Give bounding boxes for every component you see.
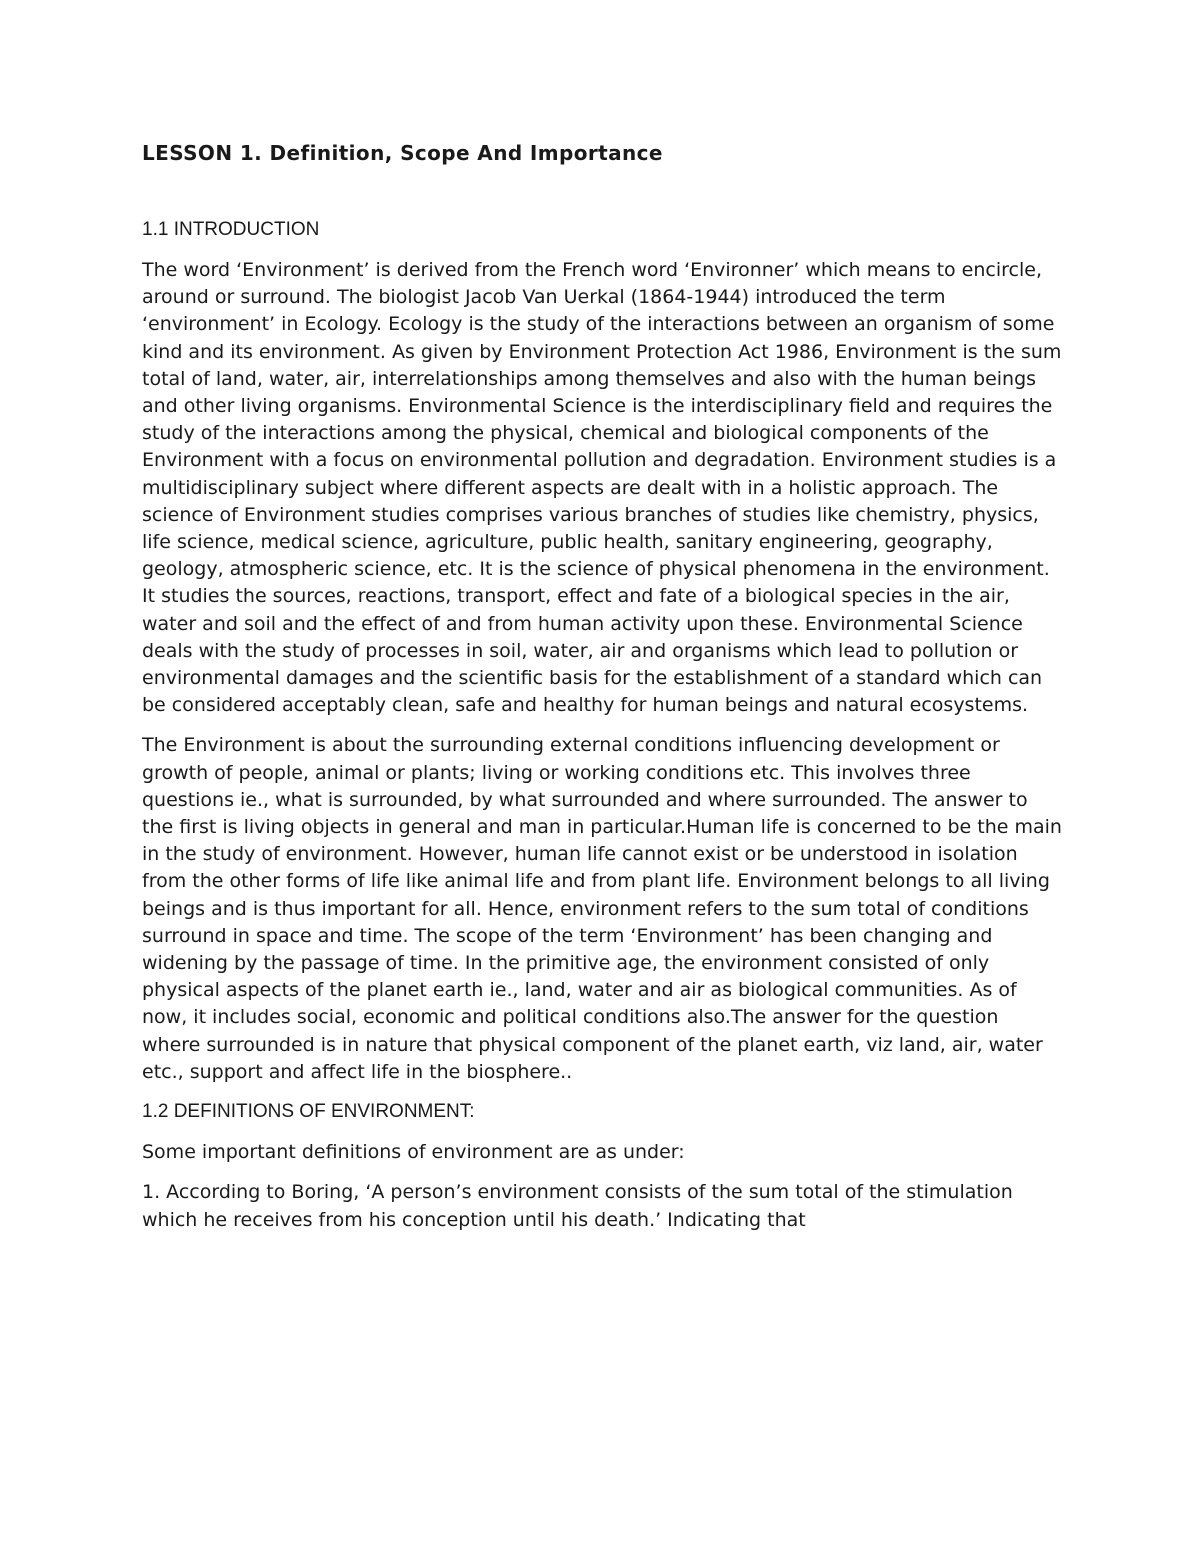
introduction-paragraph-1: The word ‘Environment’ is derived from the French word ‘Environner’ which means to encircle, around or surround. The biologist Jacob Van Uerkal (1864-1944) introduced the term ‘environment’ in Ecology. Ecology is the study of the interactions between an organism of some kind and its environment. As given by Environment Protection Act 1986, Environment is the sum total of land, water, air, interrelationships among themselves and also with the human beings and other living organisms. Environmental Science is the interdisciplinary field and requires the study of the interactions among the physical, chemical and biological components of the Environment with a focus on environmental pollution and degradation. Environment studies is a multidisciplinary subject where different aspects are dealt with in a holistic approach. The science of Environment studies comprises various branches of studies like chemistry, physics, life science, medical science, agriculture, public health, sanitary engineering, geography, geology, atmospheric science, etc. It is the science of physical phenomena in the environment. It studies the sources, reactions, transport, effect and fate of a biological species in the air, water and soil and the effect of and from human activity upon these. Environmental Science deals with the study of processes in soil, water, air and organisms which lead to pollution or environmental damages and the scientific basis for the establishment of a standard which can be considered acceptably clean, safe and healthy for human beings and natural ecosystems. — [142, 259, 1062, 717]
definition-paragraph-1: 1. According to Boring, ‘A person’s environment consists of the sum total of the stimulation which he receives from his conception until his death.’ Indicating that — [142, 1181, 1013, 1231]
document-body — [142, 138, 1062, 1247]
section-heading-introduction: 1.1 INTRODUCTION — [142, 219, 320, 240]
definitions-intro-paragraph: Some important definitions of environment are as under: — [142, 1141, 685, 1164]
section-heading-definitions: 1.2 DEFINITIONS OF ENVIRONMENT: — [142, 1101, 475, 1123]
lesson-title: LESSON 1. Definition, Scope And Importance — [142, 141, 663, 165]
introduction-paragraph-2: The Environment is about the surrounding external conditions influencing development or growth of people, animal or plants; living or working conditions etc. This involves three questions ie., what is surrounded, by what surrounded and where surrounded. The answer to the first is living objects in general and man in particular.Human life is concerned to be the main in the study of environment. However, human life cannot exist or be understood in isolation from the other forms of life like animal life and from plant life. Environment belongs to all living beings and is thus important for all. Hence, environment refers to the sum total of conditions surround in space and time. The scope of the term ‘Environment’ has been changing and widening by the passage of time. In the primitive age, the environment consisted of only physical aspects of the planet earth ie., land, water and air as biological communities. As of now, it includes social, economic and political conditions also.The answer for the question where surrounded is in nature that physical component of the planet earth, viz land, air, water etc., support and affect life in the biosphere.. — [142, 734, 1062, 1083]
